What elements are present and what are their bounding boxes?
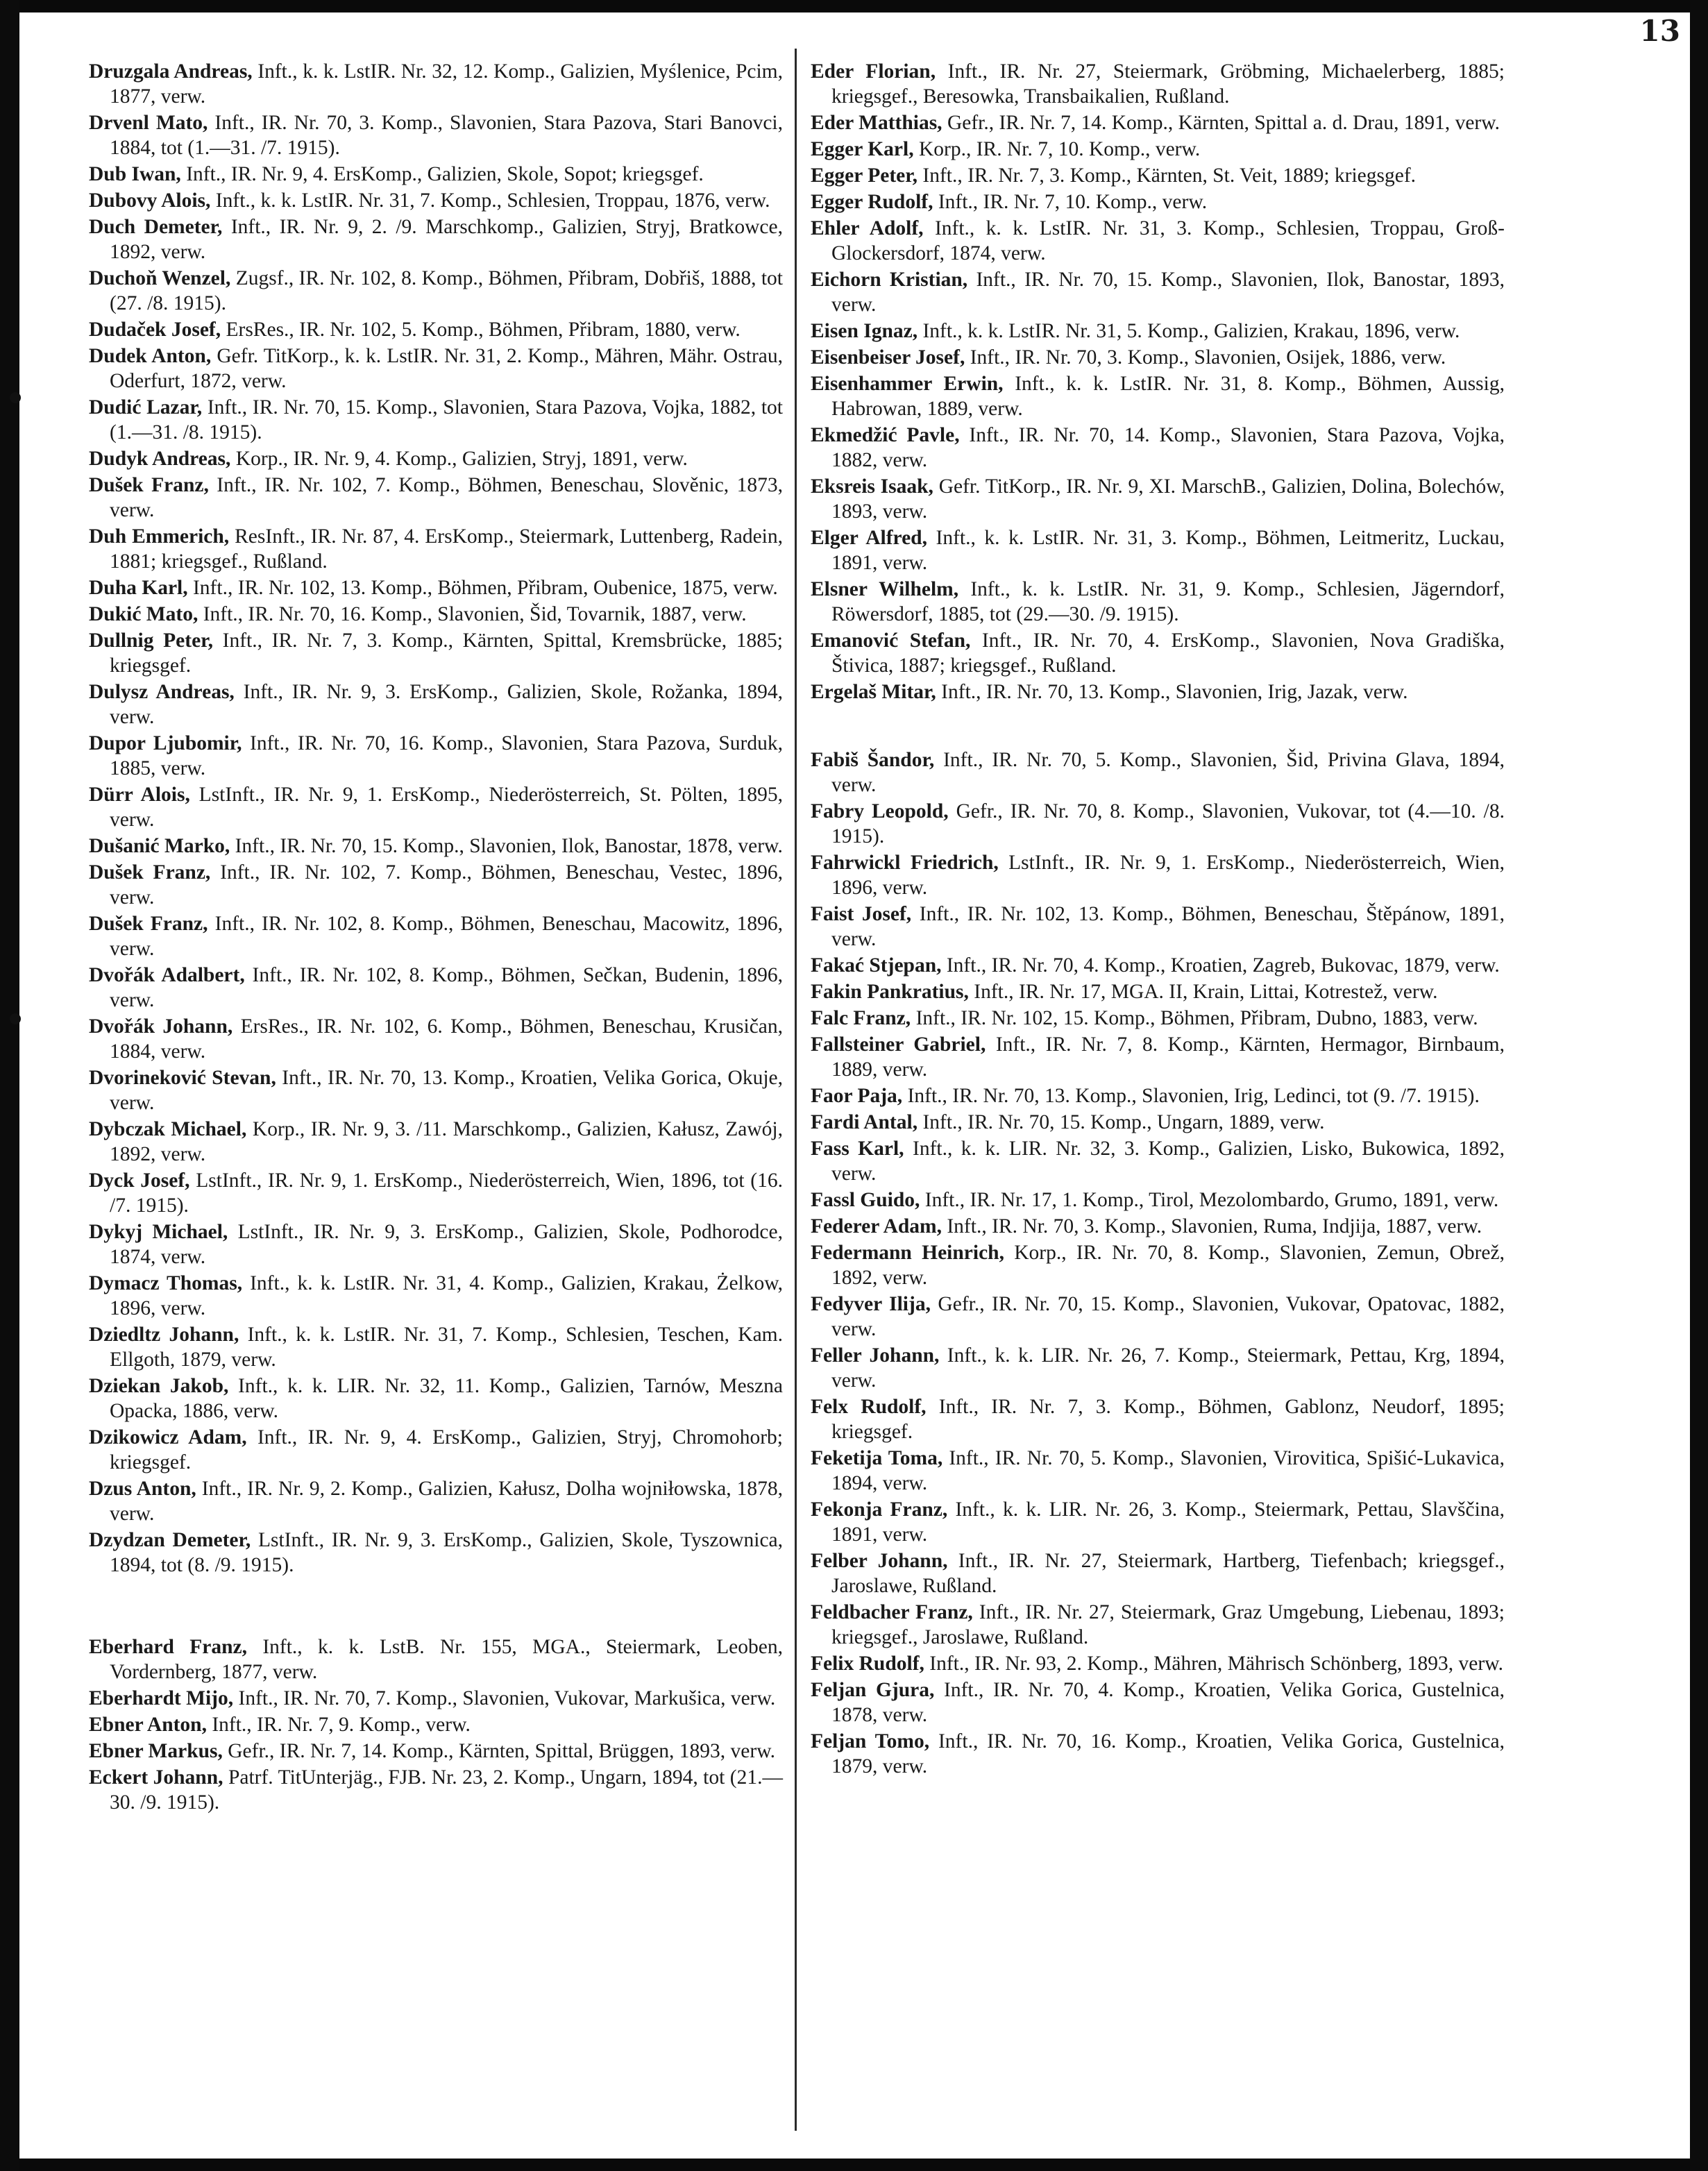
- register-entry: [89, 1117, 783, 1167]
- entry-name: Eisenbeiser Josef,: [811, 346, 965, 369]
- register-entry: [811, 137, 1505, 162]
- register-entry: [89, 1219, 783, 1269]
- register-entry: [811, 1446, 1505, 1496]
- entry-name: Fabry Leopold,: [811, 800, 949, 822]
- register-entry: [811, 423, 1505, 473]
- entry-details: Inft., IR. Nr. 70, 15. Komp., Slavonien, Ilok, Banostar, 1893, verw.: [831, 269, 1505, 316]
- entry-details: LstInft., IR. Nr. 9, 1. ErsKomp., Niederösterreich, Wien, 1896, tot (16. /7. 1915).: [110, 1169, 783, 1217]
- entry-details: Inft., IR. Nr. 7, 3. Komp., Kärnten, St. Veit, 1889; kriegsgef.: [918, 164, 1417, 187]
- entry-details: Inft., IR. Nr. 17, 1. Komp., Tirol, Mezolombardo, Grumo, 1891, verw.: [920, 1189, 1499, 1211]
- register-entry: [811, 1548, 1505, 1598]
- entry-name: Fardi Antal,: [811, 1111, 918, 1133]
- entry-name: Fabiš Šandor,: [811, 749, 935, 771]
- register-entry: [89, 628, 783, 678]
- register-entry: [89, 1271, 783, 1321]
- register-entry: [811, 1651, 1505, 1676]
- entry-name: Dulysz Andreas,: [89, 681, 235, 703]
- entry-details: Gefr., IR. Nr. 7, 14. Komp., Kärnten, Spittal, Brüggen, 1893, verw.: [222, 1740, 775, 1762]
- register-entry: [811, 850, 1505, 900]
- entry-name: Dudyk Andreas,: [89, 448, 231, 470]
- register-entry: [811, 628, 1505, 678]
- entry-details: Inft., IR. Nr. 102, 15. Komp., Böhmen, Přibram, Dubno, 1883, verw.: [911, 1007, 1478, 1029]
- register-entry: [89, 679, 783, 729]
- register-entry: [89, 1528, 783, 1578]
- entry-name: Elger Alfred,: [811, 527, 927, 549]
- register-entry: [89, 1374, 783, 1424]
- register-entry: [811, 1240, 1505, 1290]
- entry-name: Eder Matthias,: [811, 112, 942, 134]
- entry-details: LstInft., IR. Nr. 9, 1. ErsKomp., Niederösterreich, St. Pölten, 1895, verw.: [110, 784, 783, 831]
- entry-details: Inft., k. k. LstIR. Nr. 32, 12. Komp., Galizien, Myślenice, Pcim, 1877, verw.: [110, 60, 783, 108]
- section-gap: [811, 706, 1505, 747]
- register-entry: [89, 1014, 783, 1064]
- entry-details: Inft., k. k. LIR. Nr. 32, 11. Komp., Galizien, Tarnów, Meszna Opacka, 1886, verw.: [110, 1375, 783, 1422]
- register-entry: [89, 1476, 783, 1526]
- page-number: 13: [1639, 14, 1680, 48]
- entry-name: Dzus Anton,: [89, 1478, 196, 1500]
- entry-name: Federer Adam,: [811, 1215, 942, 1237]
- entry-name: Dzydzan Demeter,: [89, 1529, 251, 1551]
- entry-name: Ebner Markus,: [89, 1740, 223, 1762]
- entry-name: Fakać Stjepan,: [811, 954, 942, 977]
- entry-name: Felix Rudolf,: [811, 1653, 924, 1675]
- entry-details: Inft., IR. Nr. 93, 2. Komp., Mähren, Mährisch Schönberg, 1893, verw.: [924, 1653, 1503, 1675]
- register-entry: [811, 1292, 1505, 1342]
- entry-name: Duh Emmerich,: [89, 525, 230, 548]
- entry-name: Elsner Wilhelm,: [811, 578, 959, 600]
- left-scan-border: [0, 0, 19, 2171]
- register-entry: [811, 1729, 1505, 1779]
- entry-details: Inft., IR. Nr. 70, 14. Komp., Slavonien, Stara Pazova, Vojka, 1882, verw.: [831, 424, 1505, 471]
- entry-details: Inft., IR. Nr. 70, 4. Komp., Kroatien, Velika Gorica, Gustelnica, 1878, verw.: [831, 1679, 1505, 1726]
- entry-name: Eisenhammer Erwin,: [811, 373, 1004, 395]
- entry-name: Eichorn Kristian,: [811, 269, 968, 291]
- entry-details: Inft., IR. Nr. 70, 3. Komp., Slavonien, Ruma, Indjija, 1887, verw.: [941, 1215, 1482, 1237]
- entry-details: Inft., IR. Nr. 70, 16. Komp., Slavonien, Stara Pazova, Surduk, 1885, verw.: [110, 732, 783, 779]
- register-entry: [89, 266, 783, 316]
- entry-details: Inft., IR. Nr. 7, 3. Komp., Kärnten, Spittal, Kremsbrücke, 1885; kriegsgef.: [110, 630, 784, 677]
- entry-name: Eisen Ignaz,: [811, 320, 918, 342]
- entry-name: Dziedltz Johann,: [89, 1324, 239, 1346]
- entry-details: Inft., IR. Nr. 70, 16. Komp., Kroatien, Velika Gorica, Gustelnica, 1879, verw.: [831, 1730, 1505, 1777]
- entry-details: Inft., IR. Nr. 7, 3. Komp., Böhmen, Gablonz, Neudorf, 1895; kriegsgef.: [831, 1396, 1505, 1443]
- entry-name: Dušek Franz,: [89, 913, 208, 935]
- register-entry: [811, 371, 1505, 421]
- register-entry: [811, 1110, 1505, 1135]
- entry-details: Inft., IR. Nr. 102, 13. Komp., Böhmen, Beneschau, Štěpánow, 1891, verw.: [831, 903, 1505, 950]
- entry-name: Dušek Franz,: [89, 474, 209, 496]
- entry-name: Fahrwickl Friedrich,: [811, 852, 999, 874]
- entry-details: ResInft., IR. Nr. 87, 4. ErsKomp., Steiermark, Luttenberg, Radein, 1881; kriegsgef., Rußland.: [110, 525, 783, 573]
- entry-details: LstInft., IR. Nr. 9, 3. ErsKomp., Galizien, Skole, Podhorodce, 1874, verw.: [110, 1221, 783, 1268]
- entry-name: Egger Rudolf,: [811, 191, 933, 213]
- entry-details: Inft., IR. Nr. 9, 2. /9. Marschkomp., Galizien, Stryj, Bratkowce, 1892, verw.: [110, 216, 783, 263]
- register-entry: [811, 1497, 1505, 1547]
- register-entry: [89, 1686, 783, 1711]
- entry-details: Inft., IR. Nr. 27, Steiermark, Gröbming, Michaelerberg, 1885; kriegsgef., Beresowka, Transbaikalien, Rußland.: [831, 60, 1505, 108]
- register-entry: [89, 162, 783, 187]
- register-entry: [89, 860, 783, 910]
- register-entry: [89, 1634, 783, 1684]
- entry-name: Feljan Gjura,: [811, 1679, 935, 1701]
- entry-details: Inft., IR. Nr. 70, 4. ErsKomp., Slavonien, Nova Gradiška, Štivica, 1887; kriegsgef., Rußland.: [831, 630, 1505, 677]
- entry-details: Korp., IR. Nr. 9, 3. /11. Marschkomp., Galizien, Kałusz, Zawój, 1892, verw.: [110, 1118, 783, 1165]
- entry-name: Egger Peter,: [811, 164, 918, 187]
- register-entry: [89, 1712, 783, 1737]
- entry-name: Dvorineković Stevan,: [89, 1067, 276, 1089]
- margin-mark: [10, 1013, 21, 1024]
- entry-details: Inft., IR. Nr. 102, 7. Komp., Böhmen, Beneschau, Slověnic, 1873, verw.: [110, 474, 783, 521]
- register-entry: [811, 1083, 1505, 1108]
- entry-name: Dürr Alois,: [89, 784, 190, 806]
- entry-name: Dyck Josef,: [89, 1169, 190, 1192]
- register-entry: [89, 1065, 783, 1115]
- entry-name: Eckert Johann,: [89, 1766, 223, 1789]
- right-entry-list-f: [811, 747, 1505, 1779]
- entry-name: Feller Johann,: [811, 1344, 940, 1367]
- entry-details: Inft., IR. Nr. 70, 15. Komp., Slavonien, Ilok, Banostar, 1878, verw.: [230, 835, 783, 857]
- register-entry: [811, 679, 1505, 704]
- entry-name: Ebner Anton,: [89, 1714, 207, 1736]
- register-entry: [89, 911, 783, 961]
- section-gap: [89, 1579, 783, 1634]
- entry-name: Dvořák Johann,: [89, 1015, 233, 1038]
- entry-details: Inft., IR. Nr. 70, 15. Komp., Slavonien, Stara Pazova, Vojka, 1882, tot (1.—31. /8. 1915).: [110, 396, 784, 444]
- entry-details: Inft., IR. Nr. 70, 3. Komp., Slavonien, Osijek, 1886, verw.: [965, 346, 1446, 369]
- register-entry: [811, 1214, 1505, 1239]
- right-scan-border: [1690, 0, 1708, 2171]
- entry-details: Gefr., IR. Nr. 70, 15. Komp., Slavonien, Vukovar, Opatovac, 1882, verw.: [831, 1293, 1505, 1340]
- entry-details: Inft., IR. Nr. 7, 10. Komp., verw.: [933, 191, 1208, 213]
- entry-name: Fass Karl,: [811, 1138, 904, 1160]
- entry-name: Duch Demeter,: [89, 216, 223, 238]
- entry-name: Dziekan Jakob,: [89, 1375, 229, 1397]
- entry-details: Inft., k. k. LstIR. Nr. 31, 7. Komp., Schlesien, Teschen, Kam. Ellgoth, 1879, verw.: [110, 1324, 783, 1371]
- register-entry: [811, 525, 1505, 575]
- entry-name: Dudaček Josef,: [89, 319, 221, 341]
- entry-name: Dukić Mato,: [89, 603, 198, 625]
- entry-name: Felx Rudolf,: [811, 1396, 927, 1418]
- register-entry: [811, 1394, 1505, 1444]
- entry-name: Felber Johann,: [811, 1550, 948, 1572]
- register-entry: [811, 1136, 1505, 1186]
- entry-name: Dvořák Adalbert,: [89, 964, 245, 986]
- entry-details: Patrf. TitUnterjäg., FJB. Nr. 23, 2. Komp., Ungarn, 1894, tot (21.—30. /9. 1915).: [110, 1766, 783, 1814]
- entry-name: Federmann Heinrich,: [811, 1242, 1004, 1264]
- entry-details: Inft., k. k. LstIR. Nr. 31, 9. Komp., Schlesien, Jägerndorf, Röwersdorf, 1885, tot (29.—30. /9. 1915).: [831, 578, 1505, 625]
- register-entry: [811, 577, 1505, 627]
- register-entry: [811, 474, 1505, 524]
- entry-details: Inft., IR. Nr. 27, Steiermark, Graz Umgebung, Liebenau, 1893; kriegsgef., Jaroslawe, Rußland.: [831, 1601, 1505, 1648]
- register-entry: [89, 446, 783, 471]
- entry-name: Dzikowicz Adam,: [89, 1426, 247, 1448]
- register-entry: [89, 834, 783, 859]
- entry-details: Inft., IR. Nr. 7, 9. Komp., verw.: [206, 1714, 471, 1736]
- entry-details: Inft., IR. Nr. 70, 15. Komp., Ungarn, 1889, verw.: [918, 1111, 1325, 1133]
- register-entry: [811, 319, 1505, 344]
- entry-details: Inft., k. k. LstIR. Nr. 31, 3. Komp., Schlesien, Troppau, Groß-Glockersdorf, 1874, verw.: [831, 217, 1505, 264]
- entry-details: Inft., IR. Nr. 9, 4. ErsKomp., Galizien, Stryj, Chromohorb; kriegsgef.: [110, 1426, 783, 1473]
- register-entry: [89, 473, 783, 523]
- register-entry: [811, 1678, 1505, 1727]
- entry-details: Inft., IR. Nr. 7, 8. Komp., Kärnten, Hermagor, Birnbaum, 1889, verw.: [831, 1033, 1505, 1081]
- register-entry: [89, 317, 783, 342]
- entry-details: Inft., IR. Nr. 102, 8. Komp., Böhmen, Sečkan, Budenin, 1896, verw.: [110, 964, 784, 1011]
- entry-details: Inft., k. k. LIR. Nr. 26, 3. Komp., Steiermark, Pettau, Slavščina, 1891, verw.: [831, 1498, 1505, 1546]
- register-entry: [89, 575, 783, 600]
- entry-name: Feketija Toma,: [811, 1447, 943, 1469]
- column-divider: [795, 49, 797, 2131]
- entry-details: Inft., IR. Nr. 70, 13. Komp., Slavonien, Irig, Ledinci, tot (9. /7. 1915).: [902, 1085, 1480, 1107]
- entry-name: Fallsteiner Gabriel,: [811, 1033, 986, 1056]
- entry-name: Dubovy Alois,: [89, 189, 211, 212]
- entry-name: Dušanić Marko,: [89, 835, 230, 857]
- entry-name: Eder Florian,: [811, 60, 936, 83]
- entry-details: Inft., IR. Nr. 102, 8. Komp., Böhmen, Beneschau, Macowitz, 1896, verw.: [110, 913, 784, 960]
- entry-name: Eksreis Isaak,: [811, 475, 933, 498]
- entry-details: ErsRes., IR. Nr. 102, 6. Komp., Böhmen, Beneschau, Krusičan, 1884, verw.: [110, 1015, 784, 1063]
- entry-details: Inft., IR. Nr. 27, Steiermark, Hartberg, Tiefenbach; kriegsgef., Jaroslawe, Rußland.: [831, 1550, 1505, 1597]
- entry-name: Faist Josef,: [811, 903, 912, 925]
- margin-mark: [10, 392, 21, 403]
- entry-details: Inft., k. k. LstIR. Nr. 31, 5. Komp., Galizien, Krakau, 1896, verw.: [918, 320, 1460, 342]
- entry-details: Inft., IR. Nr. 102, 7. Komp., Böhmen, Beneschau, Vestec, 1896, verw.: [110, 861, 783, 909]
- entry-details: Korp., IR. Nr. 9, 4. Komp., Galizien, Stryj, 1891, verw.: [230, 448, 688, 470]
- entry-name: Emanović Stefan,: [811, 630, 971, 652]
- register-entry: [89, 188, 783, 213]
- entry-details: Gefr. TitKorp., IR. Nr. 9, XI. MarschB., Galizien, Dolina, Bolechów, 1893, verw.: [831, 475, 1505, 523]
- left-column: [89, 59, 783, 1816]
- entry-details: Inft., k. k. LstIR. Nr. 31, 7. Komp., Schlesien, Troppau, 1876, verw.: [210, 189, 770, 212]
- entry-name: Eberhard Franz,: [89, 1636, 247, 1658]
- entry-name: Duha Karl,: [89, 577, 188, 599]
- entry-details: Inft., IR. Nr. 70, 5. Komp., Slavonien, Šid, Privina Glava, 1894, verw.: [831, 749, 1505, 796]
- entry-details: Inft., IR. Nr. 70, 7. Komp., Slavonien, Vukovar, Markušica, verw.: [233, 1687, 776, 1709]
- entry-details: Korp., IR. Nr. 70, 8. Komp., Slavonien, Zemun, Obrež, 1892, verw.: [831, 1242, 1505, 1289]
- left-entry-list-e: [89, 1634, 783, 1815]
- entry-name: Feljan Tomo,: [811, 1730, 930, 1752]
- register-entry: [811, 1006, 1505, 1031]
- entry-details: Inft., IR. Nr. 70, 5. Komp., Slavonien, Virovitica, Spišić-Lukavica, 1894, verw.: [831, 1447, 1505, 1494]
- entry-name: Ergelaš Mitar,: [811, 681, 936, 703]
- entry-name: Feldbacher Franz,: [811, 1601, 973, 1623]
- register-entry: [811, 799, 1505, 849]
- register-entry: [811, 747, 1505, 797]
- register-entry: [89, 963, 783, 1013]
- register-entry: [89, 782, 783, 832]
- entry-details: Inft., k. k. LstIR. Nr. 31, 3. Komp., Böhmen, Leitmeritz, Luckau, 1891, verw.: [831, 527, 1505, 574]
- register-entry: [89, 1168, 783, 1218]
- entry-details: Inft., k. k. LIR. Nr. 32, 3. Komp., Galizien, Lisko, Bukowica, 1892, verw.: [831, 1138, 1505, 1185]
- register-entry: [89, 1765, 783, 1815]
- entry-details: Inft., IR. Nr. 70, 13. Komp., Slavonien, Irig, Jazak, verw.: [936, 681, 1408, 703]
- register-entry: [811, 902, 1505, 952]
- entry-name: Ehler Adolf,: [811, 217, 924, 239]
- entry-name: Fakin Pankratius,: [811, 981, 969, 1003]
- entry-details: Inft., IR. Nr. 70, 16. Komp., Slavonien, Šid, Tovarnik, 1887, verw.: [198, 603, 747, 625]
- entry-name: Dymacz Thomas,: [89, 1272, 243, 1294]
- register-entry: [89, 344, 783, 394]
- register-entry: [811, 59, 1505, 109]
- register-entry: [811, 1343, 1505, 1393]
- register-entry: [811, 1600, 1505, 1650]
- entry-name: Egger Karl,: [811, 138, 914, 160]
- entry-details: Inft., IR. Nr. 70, 13. Komp., Kroatien, Velika Gorica, Okuje, verw.: [110, 1067, 783, 1114]
- register-entry: [89, 59, 783, 109]
- entry-name: Dušek Franz,: [89, 861, 211, 884]
- entry-details: Inft., IR. Nr. 102, 13. Komp., Böhmen, Přibram, Oubenice, 1875, verw.: [187, 577, 778, 599]
- entry-name: Fassl Guido,: [811, 1189, 920, 1211]
- register-entry: [811, 1188, 1505, 1213]
- entry-name: Duchoň Wenzel,: [89, 267, 231, 289]
- entry-details: Gefr., IR. Nr. 7, 14. Komp., Kärnten, Spittal a. d. Drau, 1891, verw.: [942, 112, 1500, 134]
- entry-details: Inft., IR. Nr. 9, 4. ErsKomp., Galizien, Skole, Sopot; kriegsgef.: [180, 163, 704, 185]
- register-entry: [811, 110, 1505, 135]
- right-column: [811, 59, 1505, 1780]
- register-entry: [811, 163, 1505, 188]
- entry-name: Dullnig Peter,: [89, 630, 213, 652]
- register-entry: [89, 214, 783, 264]
- entry-details: LstInft., IR. Nr. 9, 1. ErsKomp., Niederösterreich, Wien, 1896, verw.: [831, 852, 1505, 899]
- register-entry: [89, 1739, 783, 1764]
- entry-details: Inft., IR. Nr. 9, 3. ErsKomp., Galizien, Skole, Rožanka, 1894, verw.: [110, 681, 784, 728]
- register-entry: [811, 189, 1505, 214]
- entry-details: Zugsf., IR. Nr. 102, 8. Komp., Böhmen, Přibram, Dobřiš, 1888, tot (27. /8. 1915).: [110, 267, 783, 314]
- register-entry: [89, 395, 783, 445]
- entry-details: Inft., IR. Nr. 70, 3. Komp., Slavonien, Stara Pazova, Stari Banovci, 1884, tot (1.—31. /7. 1915).: [110, 112, 784, 159]
- register-entry: [89, 1322, 783, 1372]
- register-entry: [811, 1032, 1505, 1082]
- entry-details: Gefr. TitKorp., k. k. LstIR. Nr. 31, 2. Komp., Mähren, Mähr. Ostrau, Oderfurt, 1872, verw.: [110, 345, 783, 392]
- entry-details: Inft., k. k. LstB. Nr. 155, MGA., Steiermark, Leoben, Vordernberg, 1877, verw.: [110, 1636, 783, 1683]
- entry-details: Inft., IR. Nr. 17, MGA. II, Krain, Littai, Kotrestež, verw.: [968, 981, 1438, 1003]
- entry-details: LstInft., IR. Nr. 9, 3. ErsKomp., Galizien, Skole, Tyszownica, 1894, tot (8. /9. 1915).: [110, 1529, 784, 1576]
- entry-name: Fedyver Ilija,: [811, 1293, 931, 1315]
- register-entry: [89, 1425, 783, 1475]
- register-entry: [89, 602, 783, 627]
- entry-name: Eberhardt Mijo,: [89, 1687, 234, 1709]
- right-entry-list: [811, 59, 1505, 704]
- entry-name: Druzgala Andreas,: [89, 60, 253, 83]
- register-entry: [811, 216, 1505, 266]
- entry-details: Inft., k. k. LstIR. Nr. 31, 8. Komp., Böhmen, Aussig, Habrowan, 1889, verw.: [831, 373, 1505, 420]
- register-entry: [89, 110, 783, 160]
- entry-name: Ekmedžić Pavle,: [811, 424, 960, 446]
- left-entry-list: [89, 59, 783, 1578]
- entry-name: Fekonja Franz,: [811, 1498, 948, 1521]
- entry-name: Dudić Lazar,: [89, 396, 203, 419]
- entry-name: Dybczak Michael,: [89, 1118, 247, 1140]
- register-entry: [89, 731, 783, 781]
- entry-details: Inft., k. k. LIR. Nr. 26, 7. Komp., Steiermark, Pettau, Krg, 1894, verw.: [831, 1344, 1505, 1392]
- entry-name: Dykyj Michael,: [89, 1221, 228, 1243]
- entry-name: Drvenl Mato,: [89, 112, 208, 134]
- register-entry: [811, 979, 1505, 1004]
- entry-details: Gefr., IR. Nr. 70, 8. Komp., Slavonien, Vukovar, tot (4.—10. /8. 1915).: [831, 800, 1505, 847]
- entry-details: Inft., IR. Nr. 9, 2. Komp., Galizien, Kałusz, Dolha wojniłowska, 1878, verw.: [110, 1478, 783, 1525]
- entry-name: Faor Paja,: [811, 1085, 903, 1107]
- entry-details: Inft., k. k. LstIR. Nr. 31, 4. Komp., Galizien, Krakau, Żelkow, 1896, verw.: [110, 1272, 783, 1319]
- register-entry: [811, 267, 1505, 317]
- entry-name: Dub Iwan,: [89, 163, 181, 185]
- entry-details: Korp., IR. Nr. 7, 10. Komp., verw.: [913, 138, 1201, 160]
- register-entry: [811, 345, 1505, 370]
- entry-details: Inft., IR. Nr. 70, 4. Komp., Kroatien, Zagreb, Bukovac, 1879, verw.: [941, 954, 1500, 977]
- entry-name: Dupor Ljubomir,: [89, 732, 242, 754]
- register-entry: [811, 953, 1505, 978]
- entry-name: Falc Franz,: [811, 1007, 911, 1029]
- entry-name: Dudek Anton,: [89, 345, 212, 367]
- entry-details: ErsRes., IR. Nr. 102, 5. Komp., Böhmen, Přibram, 1880, verw.: [221, 319, 741, 341]
- register-entry: [89, 524, 783, 574]
